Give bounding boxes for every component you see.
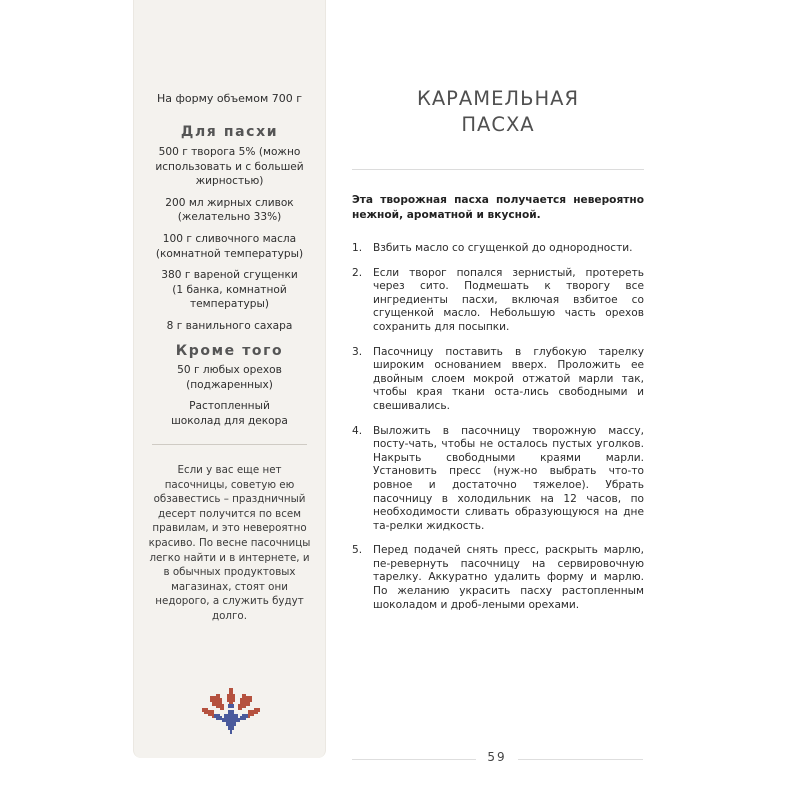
step-number: 4.: [352, 424, 363, 437]
group-title: Для пасхи: [180, 124, 279, 140]
step-item: [352, 267, 644, 335]
tip-text: Если у вас еще нет пасочницы, советую ею обзавестись – праздничный десерт получится по всем правилам, и это невероятно красиво. По весне пасочницы легко найти и в интернете, и в обычных продуктовых магазинах, стоят они недорого, а служить будут долго.: [148, 464, 311, 622]
recipe-intro: Эта творожная пасха получается невероятно нежной, ароматной и вкусной.: [352, 194, 644, 221]
step-text: Взбить масло со сгущенкой до однородности.: [373, 242, 633, 254]
step-text: Если творог попался зернистый, протереть через сито. Подмешать к творогу все ингредиенты пасхи, включая взбитое со сгущенкой масло. Небольшую часть орехов сохранить для посыпки.: [373, 266, 644, 333]
step-number: 2.: [352, 266, 363, 279]
recipe-title: КАРАМЕЛЬНАЯ ПАСХА: [416, 87, 580, 136]
step-item: [352, 425, 644, 534]
recipe-steps: [352, 242, 644, 623]
step-item: [352, 242, 644, 256]
ingredients-group-main: [146, 124, 313, 341]
ingredients-group-extra: [146, 343, 313, 435]
step-number: 3.: [352, 345, 363, 358]
ingredient-item: Растопленный шоколад для декора: [171, 400, 288, 427]
serving-size: На форму объемом 700 г: [156, 92, 303, 105]
footer-rule-right: [518, 759, 643, 760]
sidebar-divider: [152, 444, 307, 445]
ingredient-item: 380 г вареной сгущенки (1 банка, комнатной температуры): [161, 269, 298, 311]
step-item: [352, 346, 644, 414]
ingredient-item: 8 г ванильного сахара: [166, 319, 293, 332]
step-item: [352, 544, 644, 612]
step-text: Выложить в пасочницу творожную массу, посту-чать, чтобы не осталось пустых уголков. Накрыть свободными краями марли. Установить пресс (нуж-но выбрать что-то ровное и достаточно тяжелое). Убрать пасочницу в холодильник на 12 часов, по необходимости сливать образующуюся на дне та-релки жидкость.: [373, 424, 644, 532]
title-divider: [352, 169, 644, 170]
ingredient-item: 200 мл жирных сливок (желательно 33%): [165, 196, 294, 224]
step-number: 1.: [352, 242, 363, 254]
step-number: 5.: [352, 544, 363, 557]
ornament-center-blue: [214, 704, 248, 734]
ingredient-item: 100 г сливочного масла (комнатной температуры): [155, 232, 304, 260]
ingredients-sidebar: [133, 0, 326, 758]
folk-floral-ornament-icon: [200, 688, 262, 734]
step-text: Пасочницу поставить в глубокую тарелку широким основанием вверх. Проложить ее двойным слоем мокрой отжатой марли так, чтобы края ткани оста-лись свободными и свешивались.: [373, 345, 644, 412]
footer-rule-left: [352, 759, 476, 760]
group-title: Кроме того: [175, 343, 284, 359]
ingredient-item: 50 г любых орехов (поджаренных): [177, 364, 282, 391]
step-text: Перед подачей снять пресс, раскрыть марлю, пе-ревернуть пасочницу на сервировочную тарелку. Аккуратно удалить форму и марлю. По желанию украсить пасху растопленным шоколадом и дроб-леными орехами.: [373, 544, 644, 611]
ingredient-item: 500 г творога 5% (можно использовать и с большей жирностью): [155, 146, 304, 188]
page-number: 59: [487, 750, 507, 764]
